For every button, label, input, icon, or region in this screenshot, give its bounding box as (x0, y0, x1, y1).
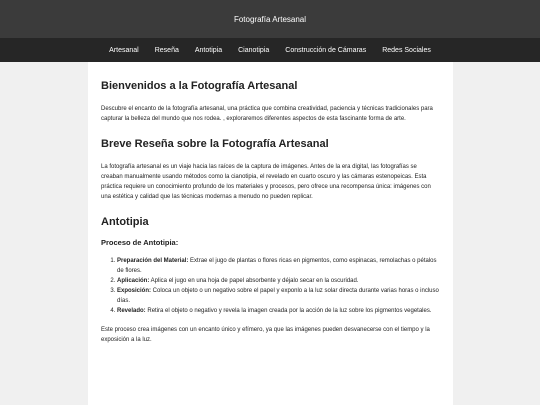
list-item (117, 306, 440, 316)
nav-link-cianotipia[interactable]: Cianotipia (238, 46, 270, 54)
welcome-text: Descubre el encanto de la fotografía artesanal, una práctica que combina creatividad, paciencia y técnicas tradicionales para capturar la belleza del mundo que nos rodea. , exploraremos diferentes aspectos de esta fascinante forma de arte. (101, 106, 433, 122)
review-text: La fotografía artesanal es un viaje hacia las raíces de la captura de imágenes. Antes de la era digital, las fotografías se creaban manualmente usando métodos como la cianotipia, el revelado en cuarto oscuro y las cámaras estenopeicas. Esta práctica requiere un conocimiento profundo de los materiales y procesos, pero ofrece una recompensa única: imágenes con una estética y calidad que las técnicas modernas a menudo no pueden replicar. (101, 164, 431, 200)
step-desc: Aplica el jugo en una hoja de papel absorbente y déjalo secar en la oscuridad. (149, 278, 359, 284)
nav-link-redes-sociales[interactable]: Redes Sociales (382, 46, 431, 54)
step-term: Exposición: (117, 288, 152, 294)
list-item (117, 286, 440, 306)
antotipia-section (101, 216, 440, 345)
antotipia-steps-list (101, 256, 440, 316)
antotipia-title: Antotipia (101, 216, 149, 228)
main-nav (0, 38, 540, 62)
review-title: Breve Reseña sobre la Fotografía Artesanal (101, 138, 329, 150)
nav-link-construccion-camaras[interactable]: Construcción de Cámaras (285, 46, 367, 54)
list-item (117, 276, 440, 286)
review-section (101, 138, 440, 202)
step-desc: Retira el objeto o negativo y revela la imagen creada por la acción de la luz sobre los pigmentos vegetales. (145, 308, 432, 314)
step-desc: Coloca un objeto o un negativo sobre el papel y exponlo a la luz solar directa durante varias horas o incluso días. (117, 288, 439, 304)
step-term: Preparación del Material: (117, 258, 189, 264)
site-title: Fotografía Artesanal (233, 14, 307, 24)
antotipia-process-subtitle: Proceso de Antotipia: (101, 238, 179, 247)
welcome-title: Bienvenidos a la Fotografía Artesanal (101, 80, 298, 92)
nav-link-antotipia[interactable]: Antotipia (194, 46, 223, 54)
main-content (88, 62, 453, 405)
list-item (117, 256, 440, 276)
site-header (0, 0, 540, 38)
step-term: Aplicación: (117, 278, 150, 284)
nav-link-resena[interactable]: Reseña (154, 46, 179, 54)
step-desc: Extrae el jugo de plantas o flores ricas en pigmentos, como espinacas, remolachas o pétalos de flores. (117, 258, 437, 274)
step-term: Revelado: (117, 308, 146, 314)
welcome-section (101, 80, 440, 124)
antotipia-closing-text: Este proceso crea imágenes con un encanto único y efímero, ya que las imágenes pueden desvanecerse con el tiempo y la exposición a la luz. (101, 327, 430, 343)
nav-link-artesanal[interactable]: Artesanal (109, 46, 139, 54)
